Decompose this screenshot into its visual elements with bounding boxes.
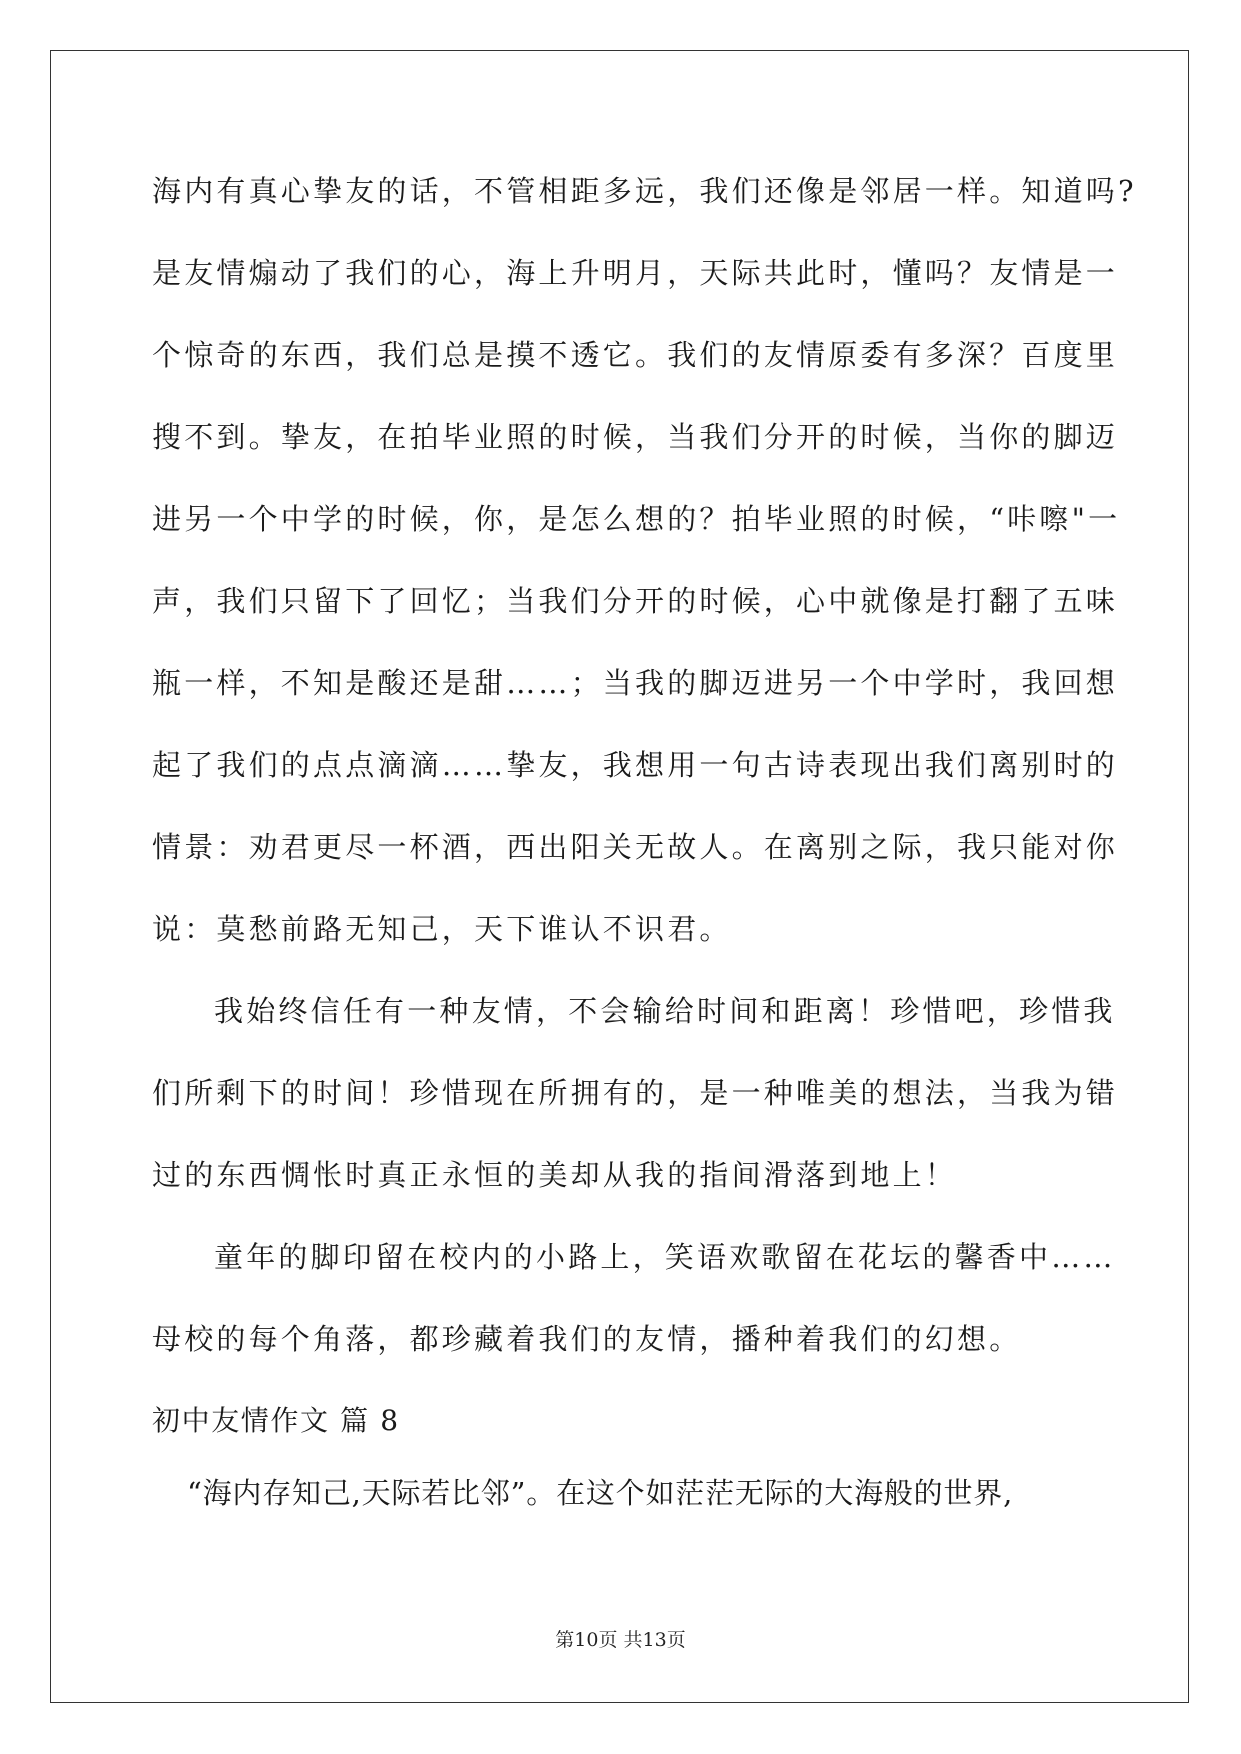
text-line: 进另一个中学的时候，你，是怎么想的？拍毕业照的时候，“咔嚓"一 [152, 502, 1121, 536]
text-line: 起了我们的点点滴滴……挚友，我想用一句古诗表现出我们离别时的 [152, 748, 1119, 782]
text-line: 个惊奇的东西，我们总是摸不透它。我们的友情原委有多深？百度里 [152, 338, 1119, 372]
text-line: 瓶一样，不知是酸还是甜……；当我的脚迈进另一个中学时，我回想 [152, 666, 1119, 700]
text-line: 海内有真心挚友的话，不管相距多远，我们还像是邻居一样。知道吗? [152, 174, 1137, 208]
text-line: 声，我们只留下了回忆；当我们分开的时候，心中就像是打翻了五味 [152, 584, 1119, 618]
text-line: 们所剩下的时间！珍惜现在所拥有的，是一种唯美的想法，当我为错 [152, 1076, 1119, 1110]
text-line: 搜不到。挚友，在拍毕业照的时候，当我们分开的时候，当你的脚迈 [152, 420, 1119, 454]
text-line: 情景：劝君更尽一杯酒，西出阳关无故人。在离别之际，我只能对你 [152, 830, 1119, 864]
text-line: 我始终信任有一种友情，不会输给时间和距离！珍惜吧，珍惜我 [214, 994, 1116, 1028]
text-line: 童年的脚印留在校内的小路上，笑语欢歌留在花坛的馨香中…… [214, 1240, 1116, 1274]
document-body [152, 158, 1137, 1542]
quote-line: “海内存知己,天际若比邻”。在这个如茫茫无际的大海般的世界, [187, 1476, 1014, 1510]
text-line: 说：莫愁前路无知己，天下谁认不识君。 [152, 912, 732, 946]
text-line: 过的东西惆怅时真正永恒的美却从我的指间滑落到地上！ [152, 1158, 958, 1192]
text-line: 是友情煽动了我们的心，海上升明月，天际共此时，懂吗？友情是一 [152, 256, 1119, 290]
text-line: 母校的每个角落，都珍藏着我们的友情，播种着我们的幻想。 [152, 1322, 1022, 1356]
page-number: 第10页 共13页 [555, 1629, 686, 1651]
section-heading: 初中友情作文 篇 8 [152, 1404, 400, 1437]
